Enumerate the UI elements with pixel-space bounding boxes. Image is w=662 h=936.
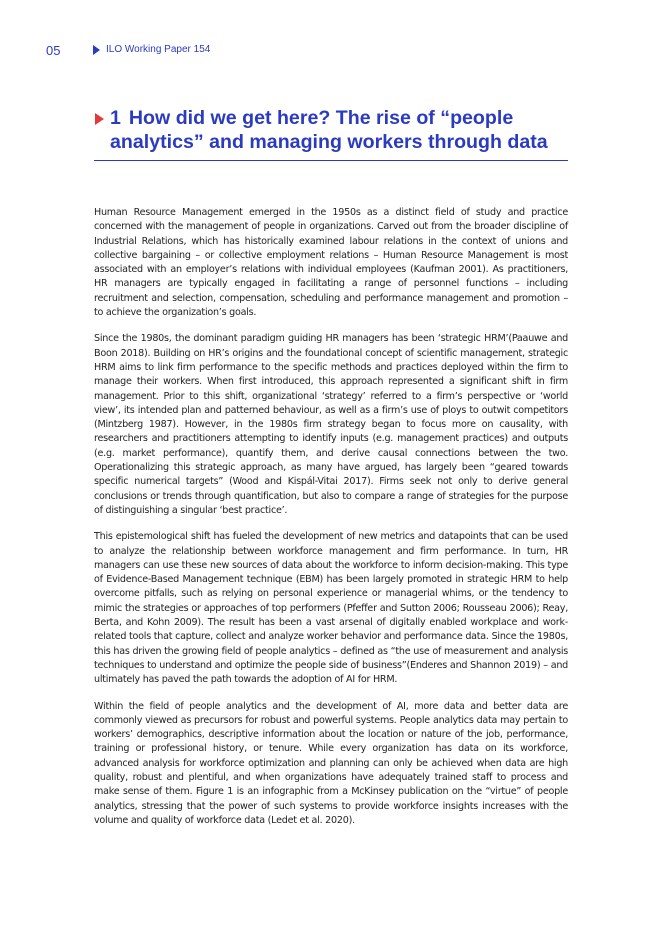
section-number: 1 (110, 107, 121, 129)
paragraph: Within the field of people analytics and the development of AI, more data and better data are commonly viewed as precursors for robust and powerful systems. People analytics data may pertain to workers’ demographics, descriptive information about the location or nature of the job, performance, training or professional history, or tenure. While every organization has data on its workforce, advanced analysis for workforce optimization and planning can only be achieved when data are high quality, robust and plentiful, and when organizations have adequately trained staff to process and make sense of them. Figure 1 is an infographic from a McKinsey publication on the “virtue” of people analytics, stressing that the power of such systems to provide workforce insights increases with the volume and quality of workforce data (Ledet et al. 2020). (94, 700, 568, 826)
section-title-text: How did we get here? The rise of “people analytics” and managing workers through data (110, 107, 548, 153)
series-title: ILO Working Paper 154 (106, 44, 211, 55)
running-header (93, 44, 210, 55)
paragraph: Since the 1980s, the dominant paradigm guiding HR managers has been ‘strategic HRM’(Paauwe and Boon 2018). Building on HR’s origins and the foundational concept of scientific management, strategic HRM aims to link firm performance to the specific methods and practices deployed within the firm to manage their workers. When first introduced, this approach represented a significant shift in firm management. Prior to this shift, organizational ‘strategy’ referred to a firm’s perspective or ‘world view’, its intended plan and patterned behaviour, as well as a firm’s use of ploys to outwit competitors (Mintzberg 1987). However, in the 1980s firm strategy began to focus more on causality, with researchers and practitioners attempting to identify inputs (e.g. management practices) and outputs (e.g. market performance), quantify them, and derive causal connections between the two. Operationalizing this strategic approach, as many have argued, has largely been “geared towards specific numerical targets” (Wood and Kispál-Vitai 2017). Firms seek not only to derive general conclusions or trends through quantification, but also to compare a range of strategies for the purpose of distinguishing a singular ‘best practice’. (94, 333, 568, 516)
triangle-icon (93, 45, 100, 55)
red-triangle-icon (95, 113, 104, 125)
section-title (94, 106, 568, 154)
section-heading (94, 106, 568, 161)
paragraph: This epistemological shift has fueled the development of new metrics and datapoints that can be used to analyze the relationship between workforce management and firm performance. In turn, HR managers can use these new sources of data about the workforce to inform decision-making. This type of Evidence-Based Management technique (EBM) has been largely promoted in strategic HRM to help overcome pitfalls, such as relying on personal experience or managerial whims, or the tendency to mimic the strategies or approaches of top performers (Pfeffer and Sutton 2006; Rousseau 2006); Reay, Berta, and Kohn 2009). The result has been a vast arsenal of digitally enabled workplace and work-related tools that capture, collect and analyze worker behavior and performance data. Since the 1980s, this has driven the growing field of people analytics – defined as “the use of measurement and analysis techniques to understand and optimize the people side of business”(Enderes and Shannon 2019) – and ultimately has paved the path towards the adoption of AI for HRM. (94, 531, 568, 686)
page-number: 05 (46, 43, 61, 58)
body-text (94, 206, 568, 840)
paragraph: Human Resource Management emerged in the 1950s as a distinct field of study and practice concerned with the management of people in organizations. Carved out from the broader discipline of Industrial Relations, which has historically examined labour relations in the context of unions and collective bargaining – or collective employment relations – Human Resource Management is most associated with an employer’s relations with individual employees (Kaufman 2001). As practitioners, HR managers are typically engaged in facilitating a range of personnel functions – including recruitment and selection, compensation, scheduling and performance management and promotion – to achieve the organization’s goals. (94, 207, 568, 319)
